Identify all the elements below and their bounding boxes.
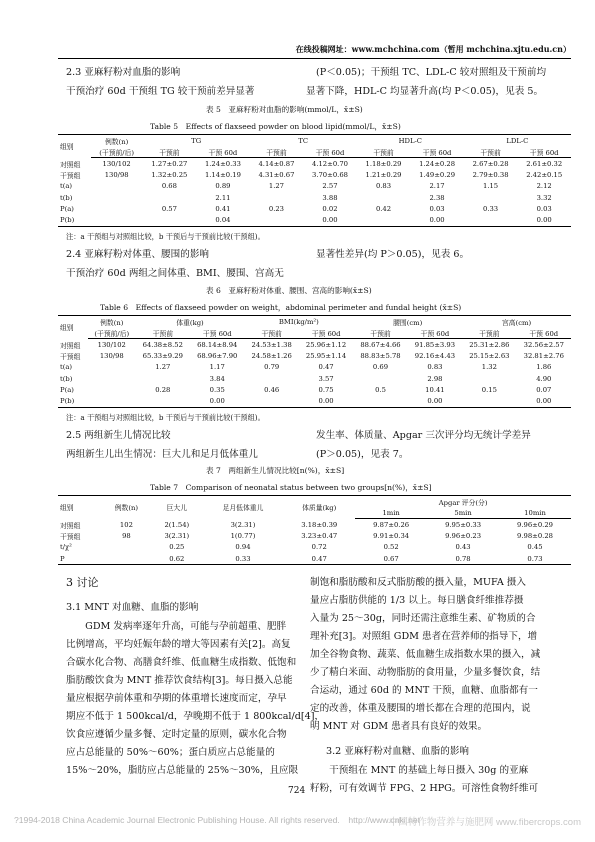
table-cell <box>357 214 411 226</box>
table-cell: 24.53±1.38 <box>251 340 292 349</box>
table-cell <box>91 214 143 226</box>
table-cell: 2.67±0.28 <box>472 159 509 168</box>
paragraph-line: 干预治疗 60d 两组之间体重、BMI、腰围、宫高无 <box>66 268 284 279</box>
table-cell <box>250 214 304 226</box>
paragraph-line: 明 MNT 对 GDM 患者具有良好的效果。 <box>310 721 488 732</box>
table-cell: 130/98 <box>104 171 129 180</box>
table-header: 宫高(cm) <box>462 316 571 328</box>
paragraph-line: 籽粉，可有效调节 FPG、2 HPG。可溶性食物纤维可 <box>310 783 539 794</box>
table-cell <box>88 362 136 373</box>
table-cell: 0.00 <box>408 395 462 407</box>
paragraph-line: 两组新生儿出生情况：巨大儿和足月低体重儿 <box>66 449 258 460</box>
table-header: 干预前 <box>464 146 518 158</box>
table-cell: 0.33 <box>483 204 499 213</box>
table-cell: 干预组 <box>60 172 81 181</box>
table-cell: 0.67 <box>355 553 427 565</box>
table-cell: P(a) <box>60 204 74 213</box>
table-cell <box>244 373 298 384</box>
table-cell: 25.31±2.86 <box>469 340 510 349</box>
table-caption-en: Table 5 Effects of flaxseed powder on blood lipid(mmol/L，x̄±S) <box>150 122 401 131</box>
table-cell: 0.83 <box>427 363 443 372</box>
table-cell: 1.18±0.29 <box>365 159 402 168</box>
table-cell: 32.81±2.76 <box>523 352 564 361</box>
table-cell: 0.69 <box>372 363 389 372</box>
table-header: 体重(kg) <box>136 316 245 328</box>
table-caption-cn: 表 7 两组新生儿情况比较[n(%)，x̄±S] <box>206 466 345 475</box>
table-cell: 2.12 <box>536 182 552 191</box>
table-cell: 0.04 <box>196 214 250 226</box>
table-cell: 0.79 <box>264 363 280 372</box>
table-cell: 1.24±0.28 <box>419 159 456 168</box>
table-cell: 2.98 <box>427 374 443 383</box>
table-cell: 2.38 <box>429 193 445 202</box>
table-row <box>58 553 571 565</box>
table-cell: 1.32±0.25 <box>151 171 188 180</box>
table-cell <box>102 542 151 553</box>
table-cell <box>464 192 518 203</box>
table-cell: 4.14±0.87 <box>258 159 295 168</box>
table-cell: 9.95±0.33 <box>445 520 482 529</box>
table-caption-en: Table 7 Comparison of neonatal status between two groups[n(%)，x̄±S] <box>150 483 432 492</box>
paragraph-line: (P＞0.05)，见表 7。 <box>316 449 409 460</box>
table-cell <box>102 553 151 565</box>
footer-copyright: ?1994-2018 China Academic Journal Electronic Publishing House. All rights reserved. http://www.cnki.net <box>14 815 421 825</box>
table-cell: 2.17 <box>429 182 445 191</box>
table-header: 干预前 <box>143 146 197 158</box>
subsection-heading: 3.1 MNT 对血糖、血脂的影响 <box>66 602 199 613</box>
table-header: 5min <box>427 507 499 519</box>
table-cell: t(a) <box>60 182 73 191</box>
table-cell: 0.00 <box>517 395 571 407</box>
table-cell: 0.41 <box>215 204 231 213</box>
table-cell: 1.49±0.29 <box>419 171 456 180</box>
table-cell: 91.85±3.93 <box>414 340 456 349</box>
table-cell: 0.23 <box>268 204 285 213</box>
table-cell: 对照组 <box>60 160 81 169</box>
paragraph-line: 合碳水化合物、高膳食纤维、低血糖生成指数、低饱和 <box>66 657 297 668</box>
table-cell: 0.46 <box>264 385 280 394</box>
table-header: TG <box>143 135 250 147</box>
table-cell: t(b) <box>60 193 73 202</box>
table-cell: 0.73 <box>499 553 571 565</box>
table-header: 干预 60d <box>408 327 462 339</box>
paragraph-line: GDM 发病率逐年升高，可能与孕前超重、肥胖 <box>66 621 287 632</box>
table-cell <box>353 373 407 384</box>
section-heading: 3 讨论 <box>66 576 99 589</box>
table-cell: 0.00 <box>299 395 353 407</box>
table-row <box>58 373 571 384</box>
paragraph-line: 显著下降，HDL-C 均显著升高(均 P＜0.05)，见表 5。 <box>306 86 544 97</box>
table-cell: 0.07 <box>536 385 552 394</box>
table-header: LDL-C <box>464 135 571 147</box>
table-header: 干预前 <box>136 327 190 339</box>
table-cell: 3(2.31) <box>230 520 256 529</box>
table-caption-en: Table 6 Effects of flaxseed powder on weight，abdominal perimeter and fundal height (x̄±S) <box>100 303 462 312</box>
table-cell <box>136 395 190 407</box>
table-row <box>58 181 571 192</box>
table-header: 干预 60d <box>196 146 250 158</box>
paragraph-line: 发生率、体质量、Apgar 三次评分均无统计学差异 <box>316 430 531 441</box>
table-header: 体质量(kg) <box>283 496 355 519</box>
section-heading: 2.5 两组新生儿情况比较 <box>66 430 171 441</box>
table-cell: 25.96±1.12 <box>305 340 347 349</box>
table-cell <box>143 192 197 203</box>
paragraph-line: 干预组在 MNT 的基础上每日摄入 30g 的亚麻 <box>310 765 529 776</box>
table-header: 干预前 <box>250 146 304 158</box>
table-header: 足月低体重儿 <box>203 496 284 519</box>
table-header: 例数(n) <box>88 316 136 328</box>
table-cell: 2.79±0.38 <box>472 171 509 180</box>
table-row <box>58 214 571 226</box>
table-cell: 0.00 <box>303 214 357 226</box>
paragraph-line: 期应不低于 1 500kcal/d，孕晚期不低于 1 800kcal/d[4]， <box>66 711 325 722</box>
table-cell: 3(2.31) <box>164 532 190 541</box>
table-header: 干预 60d <box>517 327 571 339</box>
table-header: TC <box>250 135 357 147</box>
paragraph-line: 15%～20%，脂肪应占总能量的 25%～30%，且应限 <box>66 765 299 776</box>
table-row <box>58 339 571 351</box>
subsection-heading: 3.2 亚麻籽粉对血糖、血脂的影响 <box>326 746 470 757</box>
table-header: 干预 60d <box>517 146 571 158</box>
table-cell: 4.90 <box>536 374 552 383</box>
table-cell: 0.03 <box>429 204 445 213</box>
table-row <box>58 203 571 214</box>
table-cell: 130/102 <box>102 159 131 168</box>
table-cell: 0.68 <box>161 182 177 191</box>
table-header: 1min <box>355 507 427 519</box>
paragraph-line: 脂肪酸饮食为 MNT 推荐饮食结构[3]。每日摄入总能 <box>66 675 293 686</box>
table-cell: 3.70±0.68 <box>312 171 348 180</box>
table-cell: 98 <box>122 532 131 541</box>
table-cell: 9.87±0.26 <box>373 520 410 529</box>
table-cell: 130/102 <box>97 340 126 349</box>
table-cell: 1.27 <box>268 182 285 191</box>
table-cell: 0.15 <box>481 385 497 394</box>
paragraph-line: 入量为 25～30g，同时还需注意维生素、矿物质的合 <box>310 613 536 624</box>
table-cell: 0.35 <box>209 385 225 394</box>
table-row <box>58 362 571 373</box>
table-cell: t(b) <box>60 374 73 383</box>
table-cell: 0.83 <box>375 182 392 191</box>
table-header: 组别 <box>58 316 88 339</box>
table-cell <box>357 192 411 203</box>
table-cell: 0.57 <box>161 204 177 213</box>
table-cell: 0.25 <box>169 543 185 552</box>
table-cell: 1.14±0.19 <box>204 171 241 180</box>
table-cell <box>462 395 516 407</box>
table-cell: 干预组 <box>60 353 81 362</box>
table-header: BMI(kg/m²) <box>244 316 353 328</box>
table-cell <box>91 181 143 192</box>
table-header: 干预 60d <box>410 146 464 158</box>
data-table-5 <box>58 134 571 227</box>
table-cell: P(b) <box>58 395 88 407</box>
header-rule <box>58 58 571 59</box>
table-header: Apgar 评分(分) <box>355 496 571 508</box>
data-table-7 <box>58 495 571 565</box>
table-cell: 1.15 <box>483 182 499 191</box>
table-row <box>58 351 571 362</box>
paragraph-line: 加全谷物食物、蔬菜、低血糖生成指数水果的摄入，减 <box>310 649 541 660</box>
table-header: 干预前 <box>357 146 411 158</box>
table-cell: 0.45 <box>527 543 543 552</box>
table-cell: 68.14±8.94 <box>197 340 238 349</box>
table-header: 巨大儿 <box>151 496 203 519</box>
paragraph-line: 比例增高，平均妊娠年龄的增大等因素有关[2]。高复 <box>66 639 291 650</box>
table-header: 干预 60d <box>303 146 357 158</box>
table-cell: 0.00 <box>517 214 571 226</box>
paragraph-line: 合运动，通过 60d 的 MNT 干预，血糖、血脂都有一 <box>310 685 538 696</box>
table-cell <box>353 395 407 407</box>
table-cell: 0.62 <box>151 553 203 565</box>
table-cell: 24.58±1.26 <box>251 352 292 361</box>
table-cell: 0.72 <box>311 543 327 552</box>
table-cell: 0.47 <box>283 553 355 565</box>
table-cell: 88.67±4.66 <box>360 340 401 349</box>
table-cell <box>91 203 143 214</box>
table-cell: 0.47 <box>318 363 334 372</box>
table-cell: 1(0.77) <box>230 532 256 541</box>
table-cell: 3.57 <box>318 374 334 383</box>
table-header: 干预前 <box>353 327 407 339</box>
table-cell: 3.88 <box>322 193 338 202</box>
section-heading: 2.3 亚麻籽粉对血脂的影响 <box>66 67 181 78</box>
table-cell: 0.78 <box>427 553 499 565</box>
table-cell: t/χ² <box>60 543 72 552</box>
journal-header: 在线投稿网址：www.mchchina.com（暂用 mchchina.xjtu.edu.cn） <box>295 44 571 54</box>
table-row <box>58 158 571 170</box>
paragraph-line: 饮食应遵循少量多餐、定时定量的原则，碳水化合物 <box>66 729 287 740</box>
watermark: 中国特作物营养与施肥网 www.fibercrops.com <box>388 817 581 828</box>
table-cell <box>250 192 304 203</box>
table-row <box>58 192 571 203</box>
table-cell: 0.00 <box>410 214 464 226</box>
table-cell <box>464 214 518 226</box>
table-cell: 1.27±0.27 <box>151 159 188 168</box>
paragraph-line: 量应根据孕前体重和孕期的体重增长速度而定，孕早 <box>66 693 287 704</box>
table-cell <box>462 373 516 384</box>
table-cell: 3.84 <box>209 374 225 383</box>
table-cell: 3.32 <box>536 193 552 202</box>
table-cell: 130/98 <box>99 352 124 361</box>
section-heading: 2.4 亚麻籽粉对体重、腰围的影响 <box>66 249 210 260</box>
table-cell: 对照组 <box>60 521 81 530</box>
table-row <box>58 395 571 407</box>
table-cell: t(a) <box>60 363 73 372</box>
table-cell: 0.00 <box>190 395 244 407</box>
table-cell: 9.91±0.34 <box>373 532 410 541</box>
paragraph-line: 定的改善，体重及腰围的增长都在合理的范围内，说 <box>310 703 531 714</box>
table-cell: 2.42±0.15 <box>526 171 563 180</box>
data-table-6 <box>58 315 571 408</box>
table-cell <box>244 395 298 407</box>
table-header: HDL-C <box>357 135 464 147</box>
table-cell: 64.38±8.52 <box>142 340 183 349</box>
table-cell: 0.52 <box>383 543 399 552</box>
table-cell: 2(1.54) <box>164 520 190 529</box>
paragraph-line: 应占总能量的 50%～60%；蛋白质应占总能量的 <box>66 747 275 758</box>
table-row <box>58 542 571 553</box>
table-cell: 25.95±1.14 <box>305 352 347 361</box>
table-cell: 65.33±9.29 <box>142 352 183 361</box>
table-cell: 32.56±2.57 <box>523 340 564 349</box>
table-cell: 0.02 <box>322 204 338 213</box>
table-cell: 2.11 <box>215 193 231 202</box>
table-cell: 0.28 <box>155 385 171 394</box>
table-cell: 3.18±0.39 <box>301 520 338 529</box>
table-cell: 3.23±0.47 <box>301 532 338 541</box>
table-cell <box>88 384 136 395</box>
table-cell: 干预组 <box>60 533 81 542</box>
table-cell: 1.17 <box>209 363 225 372</box>
table-cell: 4.12±0.70 <box>312 159 348 168</box>
table-header: 腰围(cm) <box>353 316 462 328</box>
table-cell: 68.96±7.90 <box>197 352 238 361</box>
table-header: 干预前 <box>462 327 516 339</box>
table-note: 注：a 干预组与对照组比较，b 干预后与干预前比较(干预组)。 <box>66 232 265 241</box>
table-cell: 0.5 <box>375 385 386 394</box>
table-caption-cn: 表 6 亚麻籽粉对体重、腰围、宫高的影响(x̄±S) <box>206 286 372 295</box>
table-cell: 88.83±5.78 <box>360 352 401 361</box>
table-row <box>58 531 571 542</box>
table-cell: 0.33 <box>203 553 284 565</box>
table-cell <box>91 192 143 203</box>
table-cell <box>88 395 136 407</box>
table-cell: 0.89 <box>215 182 231 191</box>
table-cell <box>143 214 197 226</box>
paragraph-line: 量应占脂肪供能的 1/3 以上。每日膳食纤维推荐摄 <box>310 595 524 606</box>
paragraph-line: 制饱和脂肪酸和反式脂肪酸的摄入量，MUFA 摄入 <box>310 577 526 588</box>
table-note: 注：a 干预组与对照组比较，b 干预后与干预前比较(干预组)。 <box>66 413 265 422</box>
table-cell <box>136 373 190 384</box>
table-cell: 对照组 <box>60 341 81 350</box>
table-row <box>58 170 571 181</box>
table-cell: 0.75 <box>318 385 334 394</box>
table-cell: 9.96±0.23 <box>445 532 482 541</box>
table-cell: 4.31±0.67 <box>258 171 295 180</box>
table-cell: 1.21±0.29 <box>365 171 402 180</box>
table-cell: 2.61±0.32 <box>526 159 563 168</box>
table-header: 干预前 <box>244 327 298 339</box>
table-cell: 10.41 <box>425 385 445 394</box>
table-header: (干预前/后) <box>88 327 136 339</box>
table-header: 干预 60d <box>190 327 244 339</box>
table-header: 例数(n) <box>91 135 143 147</box>
table-cell: 2.57 <box>322 182 338 191</box>
table-cell: P <box>58 553 102 565</box>
table-cell: 1.27 <box>155 363 171 372</box>
table-header: 组别 <box>58 135 91 158</box>
table-cell: P(a) <box>60 385 74 394</box>
table-header: 组别 <box>58 496 102 519</box>
table-header: 干预 60d <box>299 327 353 339</box>
table-cell: 1.32 <box>481 363 497 372</box>
table-cell: 0.43 <box>455 543 471 552</box>
table-cell: 0.03 <box>536 204 552 213</box>
table-cell: 102 <box>119 520 133 529</box>
table-cell <box>88 373 136 384</box>
table-cell: 0.42 <box>375 204 392 213</box>
paragraph-line: 显著性差异(均 P＞0.05)，见表 6。 <box>316 249 470 260</box>
page-number: 724 <box>288 786 306 796</box>
table-cell: P(b) <box>58 214 91 226</box>
table-header: 10min <box>499 507 571 519</box>
paragraph-line: 干预治疗 60d 干预组 TG 较干预前差异显著 <box>66 86 255 97</box>
table-cell: 9.96±0.29 <box>517 520 553 529</box>
table-cell: 1.24±0.33 <box>204 159 241 168</box>
table-cell: 9.98±0.28 <box>517 532 553 541</box>
table-caption-cn: 表 5 亚麻籽粉对血脂的影响(mmol/L，x̄±S) <box>206 105 363 114</box>
table-cell: 1.86 <box>536 363 552 372</box>
table-cell: 0.94 <box>235 543 251 552</box>
table-header: (干预前/后) <box>91 146 143 158</box>
table-header: 例数(n) <box>102 496 151 519</box>
table-row <box>58 384 571 395</box>
paragraph-line: 理补充[3]。对照组 GDM 患者在营养师的指导下，增 <box>310 631 538 642</box>
paragraph-line: 少了精白米面、动物脂肪的食用量，少量多餐饮食，结 <box>310 667 541 678</box>
table-row <box>58 519 571 531</box>
table-cell: 25.15±2.63 <box>469 352 510 361</box>
table-cell: 92.16±4.43 <box>414 352 456 361</box>
paragraph-line: (P＜0.05)；干预组 TC、LDL-C 较对照组及干预前均 <box>316 67 547 78</box>
